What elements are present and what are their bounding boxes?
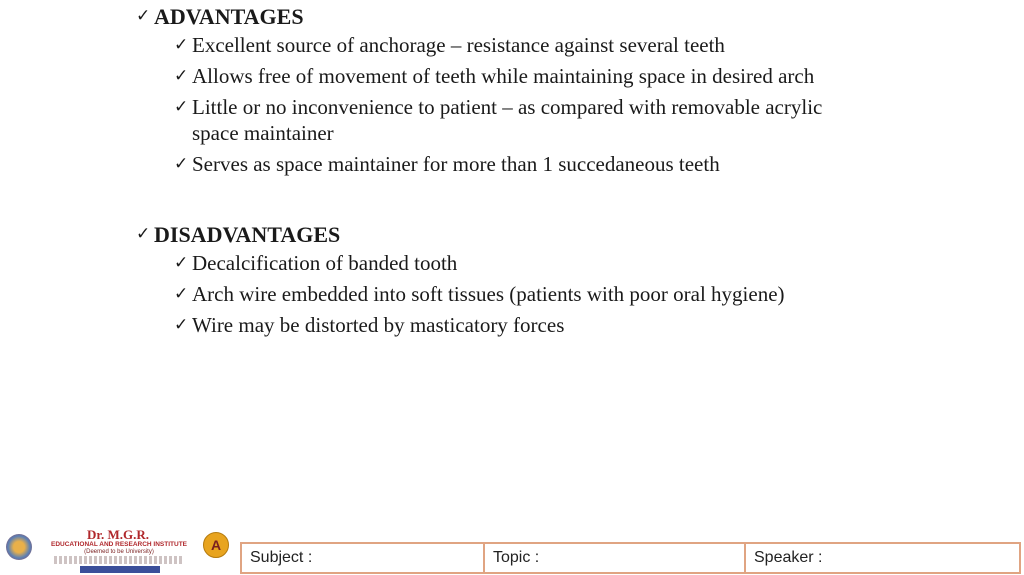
list-item: ✓ Allows free of movement of teeth while maintaining space in desired arch	[174, 64, 815, 88]
list-item: ✓ Decalcification of banded tooth	[174, 251, 458, 275]
subject-field: Subject :	[240, 542, 485, 574]
check-icon: ✓	[136, 224, 151, 244]
list-item: ✓ Little or no inconvenience to patient – as compared with removable acrylic space maintainer	[174, 95, 823, 145]
advantages-heading: ✓ ADVANTAGES	[136, 4, 304, 29]
logo-name: Dr. M.G.R.	[87, 527, 149, 542]
check-icon: ✓	[174, 97, 189, 117]
advantages-section	[136, 2, 894, 182]
check-icon: ✓	[174, 253, 189, 273]
accreditation-badge-icon: A	[203, 532, 229, 558]
emblem-icon	[6, 534, 32, 560]
logo-strip	[80, 566, 160, 573]
list-item: ✓ Wire may be distorted by masticatory forces	[174, 313, 565, 337]
disadvantages-heading: ✓ DISADVANTAGES	[136, 222, 341, 247]
speaker-field: Speaker :	[744, 542, 1021, 574]
topic-field: Topic :	[483, 542, 746, 574]
list-item: ✓ Serves as space maintainer for more than 1 succedaneous teeth	[174, 152, 720, 176]
logo-deemed: (Deemed to be University)	[84, 549, 154, 555]
advantages-list	[136, 32, 894, 177]
check-icon: ✓	[174, 284, 189, 304]
footer-fields	[240, 542, 1021, 574]
list-item: ✓ Excellent source of anchorage – resistance against several teeth	[174, 33, 725, 57]
logo-subtitle: EDUCATIONAL AND RESEARCH INSTITUTE	[50, 541, 188, 548]
check-icon: ✓	[136, 6, 151, 26]
slide-footer	[0, 524, 1024, 575]
check-icon: ✓	[174, 154, 189, 174]
logo-address-lines	[54, 556, 184, 564]
disadvantages-list	[136, 250, 894, 338]
check-icon: ✓	[174, 315, 189, 335]
check-icon: ✓	[174, 35, 189, 55]
disadvantages-section	[136, 220, 894, 343]
institute-logo	[4, 528, 229, 574]
list-item: ✓ Arch wire embedded into soft tissues (patients with poor oral hygiene)	[174, 282, 785, 306]
check-icon: ✓	[174, 66, 189, 86]
